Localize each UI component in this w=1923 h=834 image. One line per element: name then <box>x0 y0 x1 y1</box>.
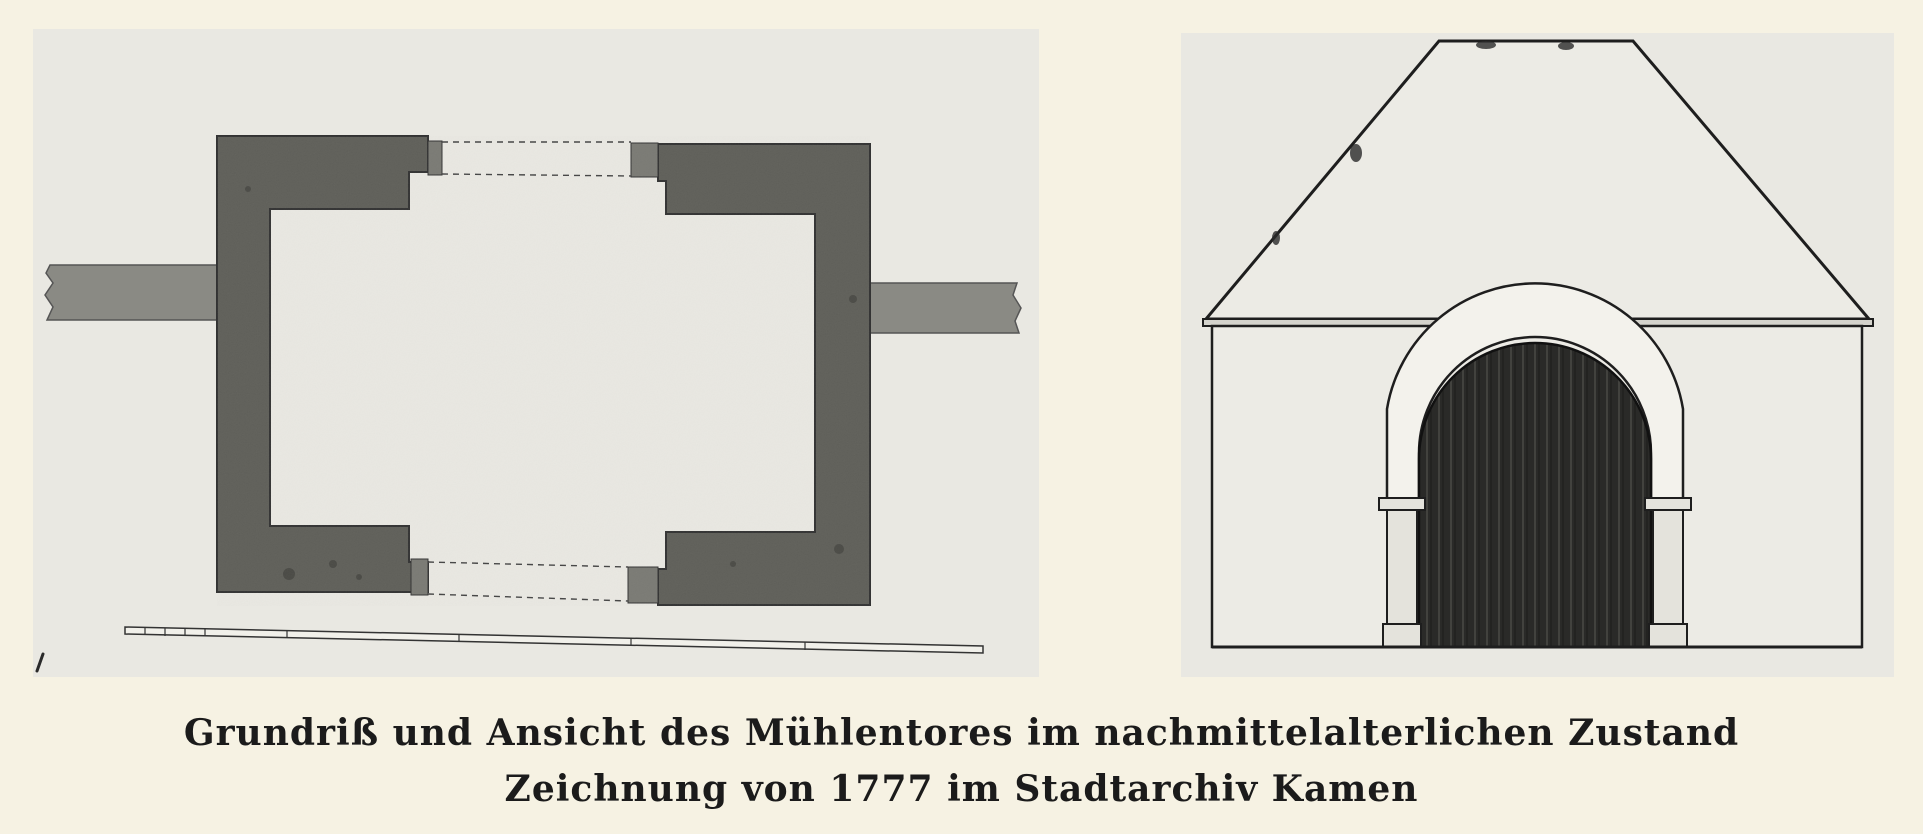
caption-line-2: Zeichnung von 1777 im Stadtarchiv Kamen <box>504 768 1419 810</box>
east-wall-stub <box>869 283 1021 333</box>
west-wall-stub <box>45 265 226 320</box>
gate-door <box>1419 343 1651 647</box>
figure-caption <box>0 705 1923 817</box>
elevation-figure <box>1181 33 1894 677</box>
caption-line-1: Grundriß und Ansicht des Mühlentores im nachmittelalterlichen Zustand <box>183 712 1740 754</box>
elevation-drawing <box>1181 33 1894 677</box>
scale-bar <box>125 627 983 653</box>
margin-mark-l <box>37 654 43 671</box>
paper-grain <box>217 136 870 606</box>
ground-plan-drawing <box>33 29 1039 677</box>
ground-plan-figure <box>33 29 1039 677</box>
roof <box>1206 41 1869 319</box>
